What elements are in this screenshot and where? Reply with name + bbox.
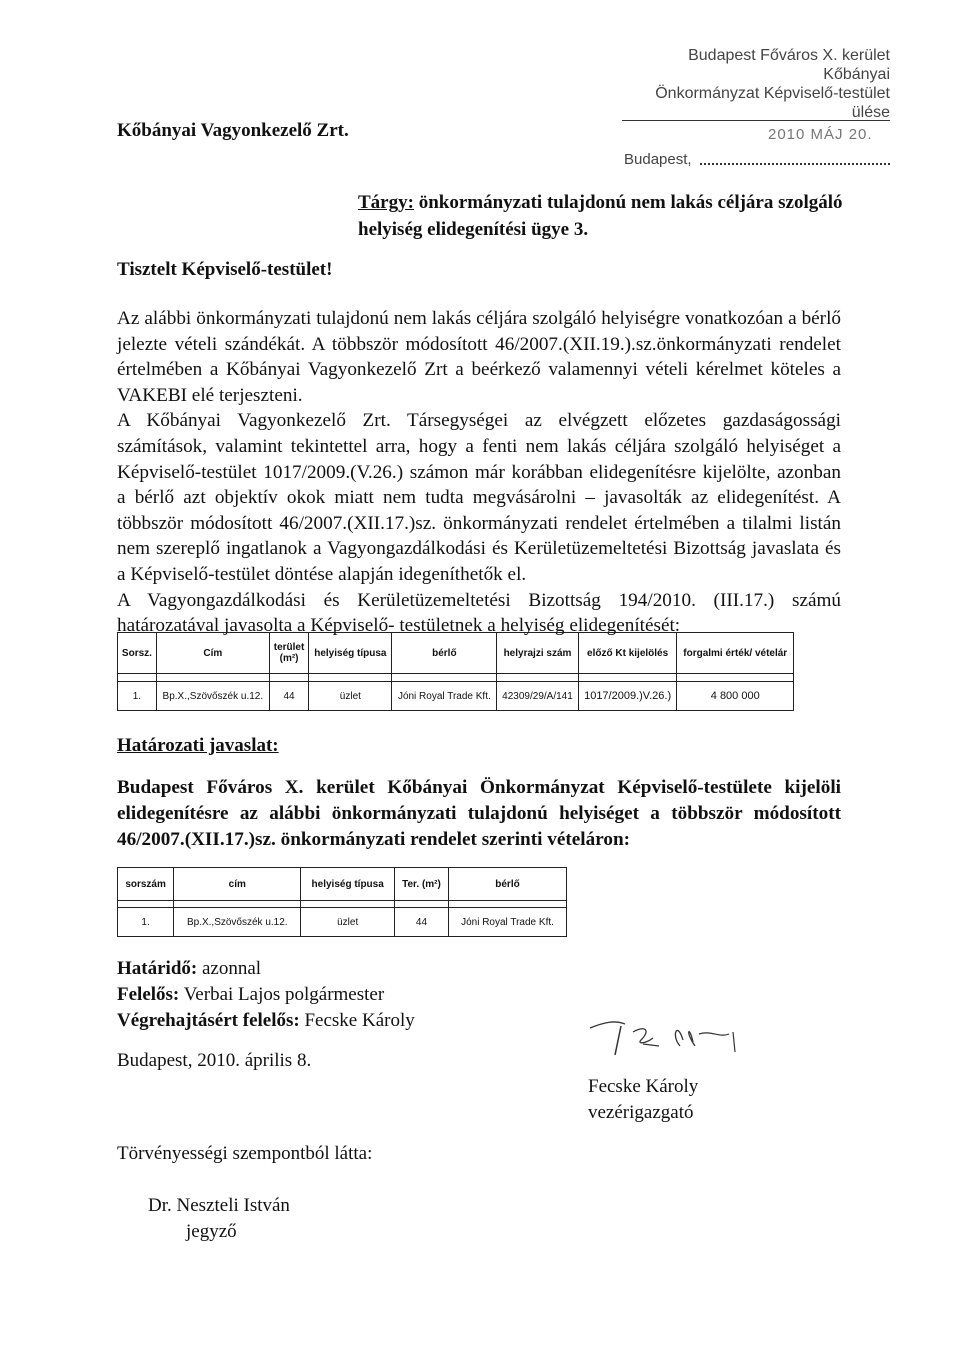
exec-label: Végrehajtásért felelős: bbox=[117, 1010, 300, 1031]
table-spacer-row bbox=[118, 674, 794, 682]
registration-stamp bbox=[622, 46, 890, 122]
legality-note: Törvényességi szempontból látta: bbox=[117, 1143, 373, 1164]
responsible-line bbox=[117, 982, 415, 1008]
cell-berlo: Jóni Royal Trade Kft. bbox=[449, 908, 567, 937]
resolution-text: Budapest Főváros X. kerület Kőbányai Önkormányzat Képviselő-testülete kijelöli elidegenítésre az alábbi önkormányzati tulajdonú helyiséget a többször módosított 46/2007.(XII.17.)sz. önkormányzati rendelet szerinti vételáron: bbox=[117, 777, 841, 850]
col-header-tipus: helyiség típusa bbox=[301, 868, 395, 901]
responsible-value: Verbai Lajos polgármester bbox=[183, 984, 385, 1005]
deadline-value: azonnal bbox=[201, 958, 262, 979]
cell-sorszam: 1. bbox=[118, 908, 174, 937]
cell-kt: 1017/2009.)V.26.) bbox=[578, 682, 677, 711]
subject bbox=[358, 189, 848, 243]
handwritten-signature bbox=[585, 1010, 755, 1070]
col-header-cim: cím bbox=[174, 868, 301, 901]
subject-text: önkormányzati tulajdonú nem lakás céljára szolgáló helyiség elidegenítési ügye 3. bbox=[358, 192, 843, 240]
col-header-cim: Cím bbox=[156, 633, 269, 674]
col-header-ter: Ter. (m²) bbox=[394, 868, 448, 901]
col-header-sorszam: sorszám bbox=[118, 868, 174, 901]
exec-line bbox=[117, 1008, 415, 1034]
subject-label: Tárgy: bbox=[358, 192, 414, 213]
cell-tipus: üzlet bbox=[309, 682, 392, 711]
responsible-label: Felelős: bbox=[117, 984, 180, 1005]
cell-hrsz: 42309/29/A/141 bbox=[497, 682, 578, 711]
sender-name: Kőbányai Vagyonkezelő Zrt. bbox=[117, 120, 349, 141]
exec-value: Fecske Károly bbox=[304, 1010, 415, 1031]
notary-block bbox=[148, 1193, 290, 1245]
salutation: Tisztelt Képviselő-testület! bbox=[117, 259, 333, 280]
stamp-place: Budapest, bbox=[624, 151, 692, 168]
body-paragraph-1: Az alábbi önkormányzati tulajdonú nem lakás céljára szolgáló helyiségre vonatkozóan a bérlő jelezte vételi szándékát. A többször módosított 46/2007.(XII.19.).sz.önkormányzati rendelet értelmében a Kőbányai Vagyonkezelő Zrt a beérkező valamennyi vételi kérelmet köteles a VAKEBI elé terjeszteni. bbox=[117, 308, 841, 406]
cell-sorsz: 1. bbox=[118, 682, 157, 711]
cell-terulet: 44 bbox=[269, 682, 308, 711]
col-header-berlo: bérlő bbox=[449, 868, 567, 901]
resolution-table bbox=[117, 867, 567, 937]
col-header-terulet-label: terület bbox=[273, 642, 305, 653]
signer-title: vezérigazgató bbox=[588, 1102, 694, 1123]
table-row bbox=[118, 908, 567, 937]
cell-cim: Bp.X.,Szövőszék u.12. bbox=[156, 682, 269, 711]
body-paragraph-2: A Kőbányai Vagyonkezelő Zrt. Társegységei az elvégzett előzetes gazdaságossági számítások, valamint tekintettel arra, hogy a fenti nem lakás céljára szolgáló helyiséget a Képviselő-testület 1017/2009.(V.26.) számon már korábban elidegenítésre kijelölte, azonban a bérlő azt objektív okok miatt nem tudta megvásárolni – javasolták az elidegenítést. A többször módosított 46/2007.(XII.17.)sz. önkormányzati rendelet értelmében a tilalmi listán nem szereplő ingatlanok a Vagyongazdálkodási és Kerületüzemeltetési Bizottság javaslata és a Képviselő-testület döntése alapján idegeníthetők el. bbox=[117, 410, 841, 585]
stamp-line-1: Budapest Főváros X. kerület Kőbányai bbox=[688, 47, 890, 83]
stamp-divider bbox=[622, 120, 890, 121]
stamp-dotted-line bbox=[700, 163, 890, 165]
signer-name: Fecske Károly bbox=[588, 1076, 699, 1097]
cell-ertek: 4 800 000 bbox=[677, 682, 794, 711]
deadline-line bbox=[117, 956, 415, 982]
place-and-date: Budapest, 2010. április 8. bbox=[117, 1050, 312, 1071]
body-text bbox=[117, 306, 841, 639]
responsibility-block bbox=[117, 956, 415, 1034]
col-header-hrsz: helyrajzi szám bbox=[497, 633, 578, 674]
col-header-tipus: helyiség típusa bbox=[309, 633, 392, 674]
table-row bbox=[118, 682, 794, 711]
deadline-label: Határidő: bbox=[117, 958, 198, 979]
col-header-berlo: bérlő bbox=[392, 633, 497, 674]
signer-block bbox=[588, 1074, 698, 1126]
col-header-sorsz: Sorsz. bbox=[118, 633, 157, 674]
notary-title: jegyző bbox=[186, 1221, 237, 1242]
table-spacer-row bbox=[118, 901, 567, 908]
body-paragraph-3: A Vagyongazdálkodási és Kerületüzemeltetési Bizottság 194/2010. (III.17.) számú határozatával javasolta a Képviselő- testületnek a helyiség elidegenítését: bbox=[117, 589, 841, 637]
cell-ter: 44 bbox=[394, 908, 448, 937]
table-header-row bbox=[118, 633, 794, 674]
col-header-terulet bbox=[269, 633, 308, 674]
resolution-heading: Határozati javaslat: bbox=[117, 735, 279, 756]
stamp-date: 2010 MÁJ 20. bbox=[768, 126, 873, 143]
property-table bbox=[117, 632, 794, 711]
col-header-terulet-unit: (m²) bbox=[279, 653, 299, 664]
notary-name: Dr. Neszteli István bbox=[148, 1195, 290, 1216]
table-header-row bbox=[118, 868, 567, 901]
col-header-kt: előző Kt kijelölés bbox=[578, 633, 677, 674]
col-header-ertek: forgalmi érték/ vételár bbox=[677, 633, 794, 674]
cell-tipus: üzlet bbox=[301, 908, 395, 937]
stamp-line-2: Önkormányzat Képviselő-testület ülése bbox=[655, 85, 890, 121]
cell-cim: Bp.X.,Szövőszék u.12. bbox=[174, 908, 301, 937]
cell-berlo: Jóni Royal Trade Kft. bbox=[392, 682, 497, 711]
